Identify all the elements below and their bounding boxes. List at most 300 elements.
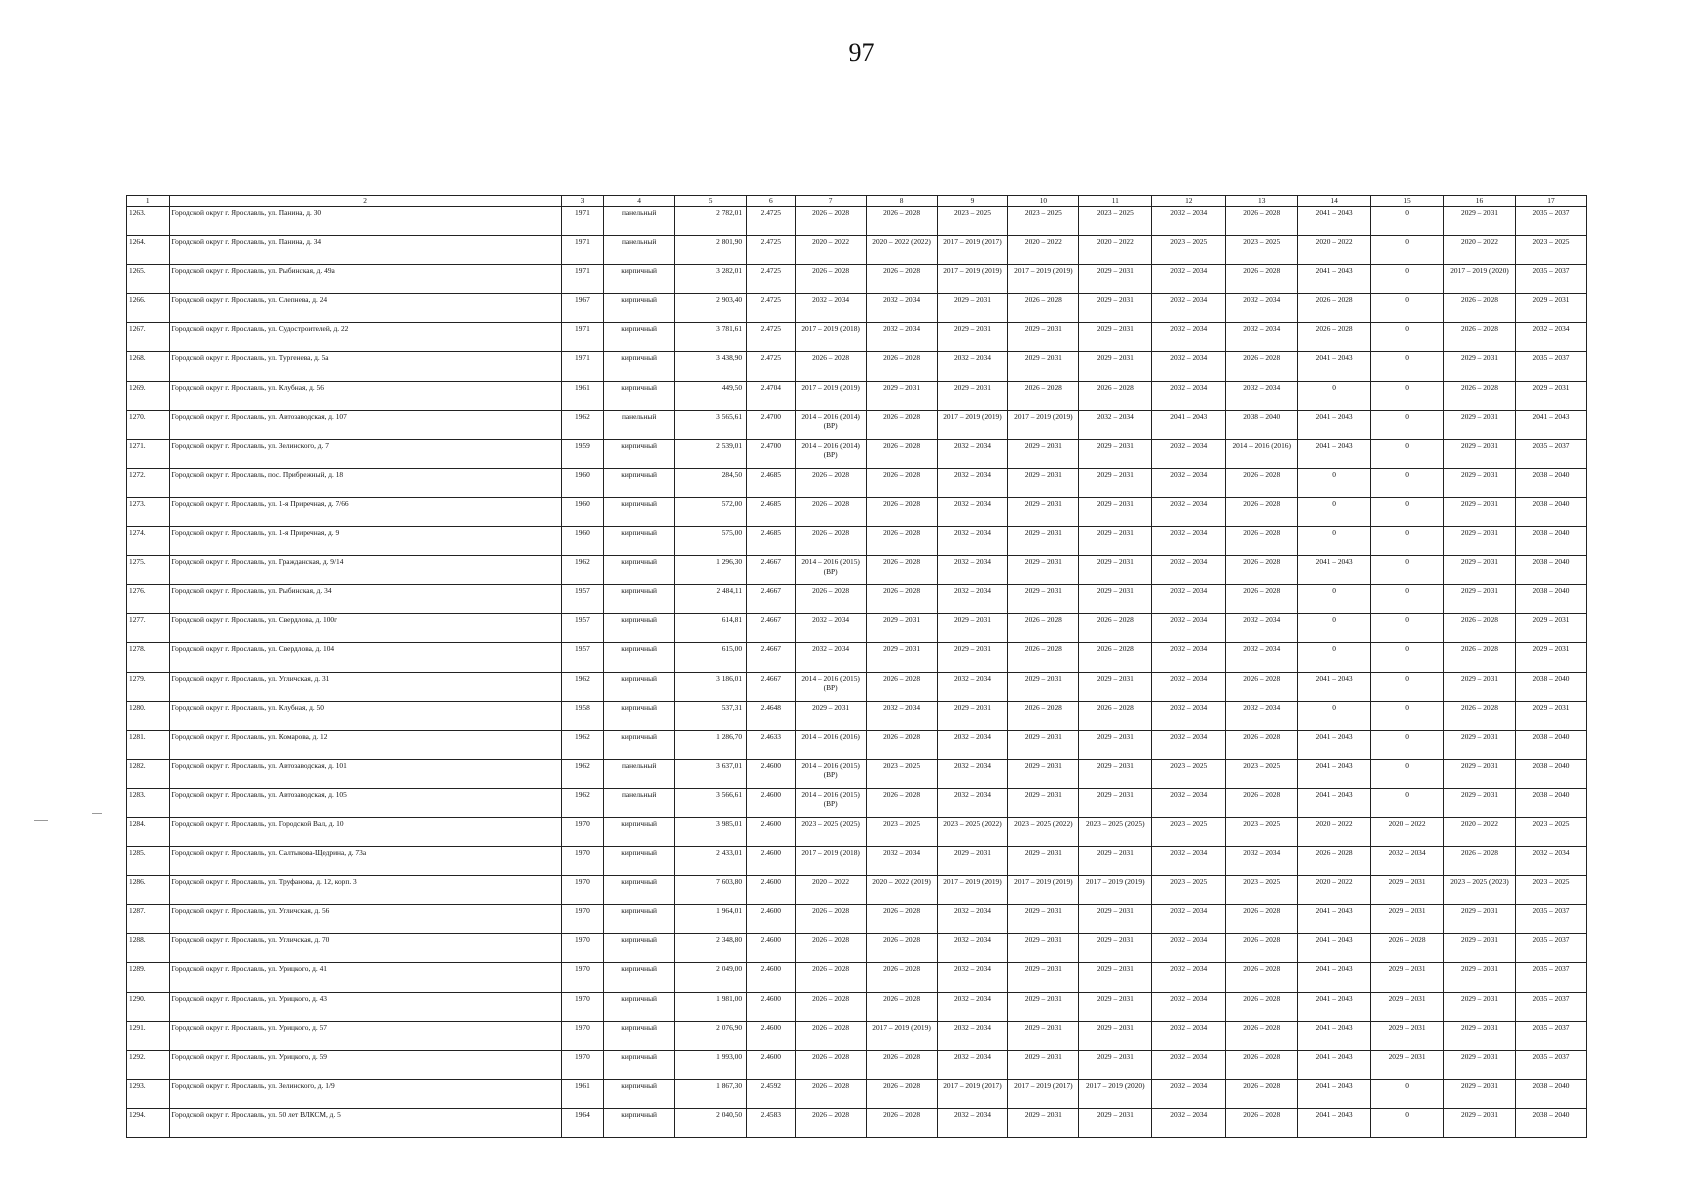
table-cell: 2029 – 2031 (1008, 323, 1079, 352)
table-cell: 2017 – 2019 (2018) (795, 323, 866, 352)
table-cell: 2.4700 (747, 439, 796, 468)
table-cell: 2032 – 2034 (866, 294, 937, 323)
table-row (127, 643, 1587, 672)
table-row (127, 294, 1587, 323)
table-cell: 2.4600 (747, 759, 796, 788)
table-cell: 2029 – 2031 (1444, 585, 1516, 614)
table-cell: 1264. (127, 236, 170, 265)
table-cell: 2026 – 2028 (866, 585, 937, 614)
table-cell: 0 (1371, 323, 1444, 352)
table-cell: 2.4725 (747, 236, 796, 265)
table-cell: 1270. (127, 410, 170, 439)
table-cell: 2023 – 2025 (866, 759, 937, 788)
table-cell: 2029 – 2031 (1444, 527, 1516, 556)
table-cell: Городской округ г. Ярославль, ул. Автозаводская, д. 107 (169, 410, 561, 439)
table-cell: 0 (1298, 527, 1371, 556)
table-cell: 2026 – 2028 (795, 963, 866, 992)
table-cell: 0 (1371, 730, 1444, 759)
table-cell: 2026 – 2028 (1226, 497, 1298, 526)
table-cell: 0 (1371, 1079, 1444, 1108)
table-cell: 2032 – 2034 (1152, 352, 1226, 381)
table-cell: 1 993,00 (675, 1050, 747, 1079)
table-cell: 2029 – 2031 (1008, 352, 1079, 381)
table-row (127, 527, 1587, 556)
table-cell: 2041 – 2043 (1152, 410, 1226, 439)
table-cell: 2029 – 2031 (1008, 556, 1079, 585)
table-cell: 2032 – 2034 (1079, 410, 1152, 439)
table-cell: 2023 – 2025 (1079, 207, 1152, 236)
table-cell: кирпичный (604, 323, 675, 352)
table-cell: 2023 – 2025 (2025) (1079, 817, 1152, 846)
table-cell: 2.4633 (747, 730, 796, 759)
table-cell: 2023 – 2025 (2022) (937, 817, 1008, 846)
table-cell: 2026 – 2028 (866, 439, 937, 468)
table-cell: 1285. (127, 847, 170, 876)
column-header-9: 9 (937, 196, 1008, 207)
table-cell: 1289. (127, 963, 170, 992)
table-cell: 2017 – 2019 (2017) (937, 1079, 1008, 1108)
table-cell: 2038 – 2040 (1515, 556, 1586, 585)
table-cell: 2029 – 2031 (1444, 1108, 1516, 1137)
table-cell: 2029 – 2031 (1515, 614, 1586, 643)
column-header-4: 4 (604, 196, 675, 207)
table-cell: 2026 – 2028 (1444, 614, 1516, 643)
table-cell: 2029 – 2031 (1008, 585, 1079, 614)
table-cell: Городской округ г. Ярославль, ул. Панина, д. 30 (169, 207, 561, 236)
table-cell: 2029 – 2031 (1371, 1050, 1444, 1079)
table-cell: 2026 – 2028 (1226, 1050, 1298, 1079)
table-cell: кирпичный (604, 468, 675, 497)
table-cell: 1282. (127, 759, 170, 788)
table-cell: 2026 – 2028 (1226, 1079, 1298, 1108)
table-cell: 2032 – 2034 (1152, 788, 1226, 817)
table-cell: 2041 – 2043 (1515, 410, 1586, 439)
table-cell: 2029 – 2031 (1079, 468, 1152, 497)
table-cell: 2017 – 2019 (2019) (937, 410, 1008, 439)
table-cell: 2026 – 2028 (795, 934, 866, 963)
table-cell: 1284. (127, 817, 170, 846)
table-cell: 2.4600 (747, 1021, 796, 1050)
table-cell: 2035 – 2037 (1515, 934, 1586, 963)
table-cell: Городской округ г. Ярославль, ул. Труфанова, д. 12, корп. 3 (169, 876, 561, 905)
table-cell: 0 (1371, 672, 1444, 701)
table-cell: 2023 – 2025 (866, 817, 937, 846)
table-cell: 2029 – 2031 (1079, 730, 1152, 759)
table-cell: 1970 (561, 992, 604, 1021)
table-cell: 2032 – 2034 (795, 643, 866, 672)
table-cell: 2029 – 2031 (1444, 497, 1516, 526)
table-cell: 1957 (561, 643, 604, 672)
column-header-8: 8 (866, 196, 937, 207)
table-cell: 2029 – 2031 (1079, 352, 1152, 381)
table-cell: 2026 – 2028 (1444, 701, 1516, 730)
table-cell: 2026 – 2028 (795, 497, 866, 526)
table-cell: 0 (1371, 788, 1444, 817)
table-cell: 1960 (561, 468, 604, 497)
table-cell: 2023 – 2025 (2022) (1008, 817, 1079, 846)
table-cell: 2.4685 (747, 468, 796, 497)
table-cell: 2026 – 2028 (1008, 294, 1079, 323)
table-cell: 2026 – 2028 (1008, 381, 1079, 410)
table-cell: 1280. (127, 701, 170, 730)
table-cell: 1278. (127, 643, 170, 672)
table-cell: 0 (1371, 701, 1444, 730)
table-cell: 2.4704 (747, 381, 796, 410)
table-cell: 1286. (127, 876, 170, 905)
table-cell: 0 (1371, 410, 1444, 439)
table-cell: 2032 – 2034 (1152, 556, 1226, 585)
table-cell: 2029 – 2031 (1079, 934, 1152, 963)
table-cell: 1 981,00 (675, 992, 747, 1021)
table-cell: 2029 – 2031 (1515, 643, 1586, 672)
table-cell: 0 (1371, 236, 1444, 265)
table-row (127, 934, 1587, 963)
table-cell: 2026 – 2028 (866, 410, 937, 439)
table-cell: 2014 – 2016 (2014) (ВР) (795, 410, 866, 439)
table-cell: 2029 – 2031 (1079, 1050, 1152, 1079)
table-cell: 2029 – 2031 (1008, 992, 1079, 1021)
table-cell: Городской округ г. Ярославль, ул. Угличская, д. 31 (169, 672, 561, 701)
table-cell: 2029 – 2031 (866, 643, 937, 672)
table-cell: 2041 – 2043 (1298, 759, 1371, 788)
table-cell: 2.4725 (747, 265, 796, 294)
column-header-2: 2 (169, 196, 561, 207)
table-cell: Городской округ г. Ярославль, ул. Рыбинская, д. 34 (169, 585, 561, 614)
table-cell: 0 (1371, 643, 1444, 672)
table-cell: 1271. (127, 439, 170, 468)
table-row (127, 701, 1587, 730)
table-cell: Городской округ г. Ярославль, ул. Салтыкова-Щедрина, д. 73а (169, 847, 561, 876)
table-cell: 3 282,01 (675, 265, 747, 294)
table-cell: 2.4725 (747, 294, 796, 323)
table-row (127, 672, 1587, 701)
table-cell: 1961 (561, 1079, 604, 1108)
table-cell: 2029 – 2031 (1079, 556, 1152, 585)
table-cell: 2026 – 2028 (866, 934, 937, 963)
table-row (127, 556, 1587, 585)
column-header-6: 6 (747, 196, 796, 207)
table-cell: 1277. (127, 614, 170, 643)
table-cell: 2026 – 2028 (1079, 381, 1152, 410)
table-cell: 2.4600 (747, 934, 796, 963)
table-cell: 2032 – 2034 (1515, 323, 1586, 352)
table-cell: 2032 – 2034 (1152, 847, 1226, 876)
table-cell: 2029 – 2031 (1371, 992, 1444, 1021)
table-cell: Городской округ г. Ярославль, ул. Гражданская, д. 9/14 (169, 556, 561, 585)
table-row (127, 1021, 1587, 1050)
table-cell: 2032 – 2034 (1226, 701, 1298, 730)
table-cell: 1269. (127, 381, 170, 410)
table-row (127, 963, 1587, 992)
table-cell: Городской округ г. Ярославль, ул. 50 лет ВЛКСМ, д. 5 (169, 1108, 561, 1137)
table-cell: 575,00 (675, 527, 747, 556)
table-cell: 2029 – 2031 (1079, 585, 1152, 614)
table-cell: 2029 – 2031 (1444, 992, 1516, 1021)
table-cell: 2035 – 2037 (1515, 1021, 1586, 1050)
table-cell: кирпичный (604, 556, 675, 585)
table-cell: кирпичный (604, 527, 675, 556)
table-cell: 2023 – 2025 (937, 207, 1008, 236)
table-cell: 2029 – 2031 (1444, 759, 1516, 788)
table-cell: 2020 – 2022 (795, 236, 866, 265)
table-cell: 3 566,61 (675, 788, 747, 817)
table-cell: 2032 – 2034 (1152, 1050, 1226, 1079)
table-cell: 1292. (127, 1050, 170, 1079)
table-cell: кирпичный (604, 847, 675, 876)
table-cell: 2023 – 2025 (1008, 207, 1079, 236)
table-cell: 2035 – 2037 (1515, 992, 1586, 1021)
table-row (127, 847, 1587, 876)
table-cell: 2029 – 2031 (1079, 439, 1152, 468)
table-cell: кирпичный (604, 294, 675, 323)
table-cell: 2026 – 2028 (866, 556, 937, 585)
table-cell: 614,81 (675, 614, 747, 643)
column-header-16: 16 (1444, 196, 1516, 207)
table-cell: 2026 – 2028 (1226, 905, 1298, 934)
table-cell: 2032 – 2034 (937, 439, 1008, 468)
table-cell: 2026 – 2028 (866, 527, 937, 556)
table-cell: 2.4600 (747, 1050, 796, 1079)
table-cell: 2032 – 2034 (1152, 1108, 1226, 1137)
table-cell: 0 (1371, 207, 1444, 236)
table-cell: 1288. (127, 934, 170, 963)
column-header-14: 14 (1298, 196, 1371, 207)
table-cell: 2032 – 2034 (937, 556, 1008, 585)
table-cell: 2.4667 (747, 585, 796, 614)
table-cell: кирпичный (604, 730, 675, 759)
table-cell: 2032 – 2034 (937, 963, 1008, 992)
table-cell: 2032 – 2034 (1152, 730, 1226, 759)
table-cell: 2017 – 2019 (2018) (795, 847, 866, 876)
table-cell: 2029 – 2031 (1444, 207, 1516, 236)
table-cell: 0 (1371, 294, 1444, 323)
table-cell: 2 076,90 (675, 1021, 747, 1050)
table-cell: 2014 – 2016 (2015) (ВР) (795, 556, 866, 585)
table-cell: Городской округ г. Ярославль, ул. Судостроителей, д. 22 (169, 323, 561, 352)
table-cell: 2014 – 2016 (2016) (1226, 439, 1298, 468)
table-cell: 2026 – 2028 (795, 585, 866, 614)
column-header-12: 12 (1152, 196, 1226, 207)
table-cell: 2017 – 2019 (2017) (1008, 1079, 1079, 1108)
table-cell: 2029 – 2031 (1444, 468, 1516, 497)
table-cell: 2026 – 2028 (1226, 788, 1298, 817)
table-cell: Городской округ г. Ярославль, ул. Урицкого, д. 59 (169, 1050, 561, 1079)
table-cell: 2026 – 2028 (866, 672, 937, 701)
table-cell: 2026 – 2028 (866, 963, 937, 992)
table-cell: 2.4648 (747, 701, 796, 730)
table-cell: 2029 – 2031 (1444, 934, 1516, 963)
table-cell: 2032 – 2034 (937, 527, 1008, 556)
table-cell: 2026 – 2028 (1008, 643, 1079, 672)
table-cell: 2029 – 2031 (1444, 1079, 1516, 1108)
table-cell: кирпичный (604, 905, 675, 934)
table-cell: 1957 (561, 614, 604, 643)
table-cell: 615,00 (675, 643, 747, 672)
table-cell: 2029 – 2031 (1008, 788, 1079, 817)
table-cell: 2029 – 2031 (937, 381, 1008, 410)
table-cell: 2032 – 2034 (937, 992, 1008, 1021)
table-cell: 2.4725 (747, 352, 796, 381)
table-cell: 2026 – 2028 (1226, 963, 1298, 992)
column-header-15: 15 (1371, 196, 1444, 207)
table-cell: 2029 – 2031 (1371, 1021, 1444, 1050)
table-cell: 2032 – 2034 (1152, 992, 1226, 1021)
table-cell: 2041 – 2043 (1298, 410, 1371, 439)
table-cell: Городской округ г. Ярославль, ул. Урицкого, д. 43 (169, 992, 561, 1021)
table-cell: 1293. (127, 1079, 170, 1108)
table-cell: 2026 – 2028 (795, 527, 866, 556)
table-row (127, 1108, 1587, 1137)
table-cell: 2.4667 (747, 672, 796, 701)
table-cell: 2023 – 2025 (1515, 236, 1586, 265)
table-cell: 1283. (127, 788, 170, 817)
table-cell: 2017 – 2019 (2017) (937, 236, 1008, 265)
table-cell: 1967 (561, 294, 604, 323)
table-cell: Городской округ г. Ярославль, ул. Автозаводская, д. 101 (169, 759, 561, 788)
table-row (127, 207, 1587, 236)
table-cell: кирпичный (604, 701, 675, 730)
table-cell: 2026 – 2028 (1226, 207, 1298, 236)
table-cell: 2032 – 2034 (795, 614, 866, 643)
table-cell: 1281. (127, 730, 170, 759)
table-cell: 2029 – 2031 (1079, 323, 1152, 352)
table-cell: кирпичный (604, 817, 675, 846)
table-cell: 2032 – 2034 (937, 730, 1008, 759)
table-cell: 1959 (561, 439, 604, 468)
housing-repair-schedule-table (126, 195, 1587, 1138)
table-cell: 2020 – 2022 (1008, 236, 1079, 265)
table-cell: 0 (1298, 643, 1371, 672)
table-cell: 2020 – 2022 (1298, 817, 1371, 846)
table-cell: 2017 – 2019 (2019) (1008, 265, 1079, 294)
table-cell: 3 985,01 (675, 817, 747, 846)
table-cell: 2032 – 2034 (1152, 381, 1226, 410)
table-cell: 2032 – 2034 (1226, 614, 1298, 643)
table-cell: 2026 – 2028 (1226, 730, 1298, 759)
table-cell: 2029 – 2031 (1444, 439, 1516, 468)
table-cell: 2.4725 (747, 207, 796, 236)
table-cell: 2032 – 2034 (1152, 323, 1226, 352)
column-header-13: 13 (1226, 196, 1298, 207)
table-cell: 2032 – 2034 (937, 1021, 1008, 1050)
table-cell: 1971 (561, 352, 604, 381)
table-row (127, 585, 1587, 614)
table-cell: 2.4600 (747, 992, 796, 1021)
table-cell: кирпичный (604, 643, 675, 672)
table-row (127, 992, 1587, 1021)
table-row (127, 759, 1587, 788)
table-cell: 2029 – 2031 (937, 294, 1008, 323)
table-cell: 537,31 (675, 701, 747, 730)
table-cell: 0 (1371, 585, 1444, 614)
table-cell: 2029 – 2031 (1079, 294, 1152, 323)
table-cell: 3 781,61 (675, 323, 747, 352)
header-row (127, 196, 1587, 207)
table-cell: 0 (1371, 352, 1444, 381)
table-cell: 1268. (127, 352, 170, 381)
table-cell: 2038 – 2040 (1515, 672, 1586, 701)
table-cell: 2023 – 2025 (1226, 817, 1298, 846)
table-cell: 2029 – 2031 (1008, 1108, 1079, 1137)
column-header-1: 1 (127, 196, 170, 207)
table-cell: 2 782,01 (675, 207, 747, 236)
table-cell: 2032 – 2034 (937, 934, 1008, 963)
table-cell: 2032 – 2034 (937, 1108, 1008, 1137)
table-cell: панельный (604, 410, 675, 439)
table-cell: 572,00 (675, 497, 747, 526)
table-cell: Городской округ г. Ярославль, ул. Городской Вал, д. 10 (169, 817, 561, 846)
table-cell: кирпичный (604, 497, 675, 526)
table-cell: 2029 – 2031 (1444, 1050, 1516, 1079)
table-cell: 2032 – 2034 (1152, 585, 1226, 614)
table-cell: 2029 – 2031 (937, 614, 1008, 643)
table-cell: 2023 – 2025 (1515, 876, 1586, 905)
table-cell: 2032 – 2034 (937, 672, 1008, 701)
table-cell: 2032 – 2034 (937, 352, 1008, 381)
table-cell: 2.4700 (747, 410, 796, 439)
table-cell: 0 (1298, 585, 1371, 614)
table-cell: 1962 (561, 759, 604, 788)
table-cell: 2029 – 2031 (1079, 1021, 1152, 1050)
table-cell: 2026 – 2028 (1298, 847, 1371, 876)
table-cell: 2035 – 2037 (1515, 439, 1586, 468)
table-cell: 449,50 (675, 381, 747, 410)
table-cell: 2029 – 2031 (1008, 468, 1079, 497)
table-cell: 2023 – 2025 (1515, 817, 1586, 846)
table-cell: 2026 – 2028 (866, 905, 937, 934)
table-cell: 2035 – 2037 (1515, 905, 1586, 934)
table-cell: 2026 – 2028 (1226, 672, 1298, 701)
table-cell: 2026 – 2028 (795, 905, 866, 934)
table-cell: 2014 – 2016 (2014) (ВР) (795, 439, 866, 468)
table-cell: 2029 – 2031 (1008, 1021, 1079, 1050)
table-cell: кирпичный (604, 934, 675, 963)
table-cell: 2.4667 (747, 556, 796, 585)
table-cell: 1267. (127, 323, 170, 352)
column-header-11: 11 (1079, 196, 1152, 207)
table-row (127, 1050, 1587, 1079)
table-cell: 1265. (127, 265, 170, 294)
table-cell: 1970 (561, 876, 604, 905)
table-cell: 0 (1298, 614, 1371, 643)
table-cell: Городской округ г. Ярославль, ул. Панина, д. 34 (169, 236, 561, 265)
table-cell: 2026 – 2028 (1371, 934, 1444, 963)
table-cell: 1275. (127, 556, 170, 585)
table-row (127, 876, 1587, 905)
table-cell: 2026 – 2028 (795, 1050, 866, 1079)
table-cell: 2026 – 2028 (866, 730, 937, 759)
table-cell: Городской округ г. Ярославль, ул. Рыбинская, д. 49а (169, 265, 561, 294)
table-cell: 1263. (127, 207, 170, 236)
table-cell: кирпичный (604, 963, 675, 992)
table-cell: 2014 – 2016 (2015) (ВР) (795, 788, 866, 817)
table-cell: Городской округ г. Ярославль, ул. Комарова, д. 12 (169, 730, 561, 759)
table-cell: панельный (604, 207, 675, 236)
table-cell: 2029 – 2031 (1008, 730, 1079, 759)
table-cell: 1266. (127, 294, 170, 323)
table-cell: 2026 – 2028 (1226, 265, 1298, 294)
table-row (127, 614, 1587, 643)
table-cell: 2032 – 2034 (937, 468, 1008, 497)
table-cell: 2.4685 (747, 497, 796, 526)
table-cell: 2029 – 2031 (1079, 672, 1152, 701)
table-cell: Городской округ г. Ярославль, ул. Угличская, д. 70 (169, 934, 561, 963)
table-cell: 1970 (561, 934, 604, 963)
table-cell: 2032 – 2034 (1152, 672, 1226, 701)
table-cell: 2026 – 2028 (1444, 847, 1516, 876)
table-cell: 2041 – 2043 (1298, 352, 1371, 381)
table-cell: 2014 – 2016 (2016) (795, 730, 866, 759)
